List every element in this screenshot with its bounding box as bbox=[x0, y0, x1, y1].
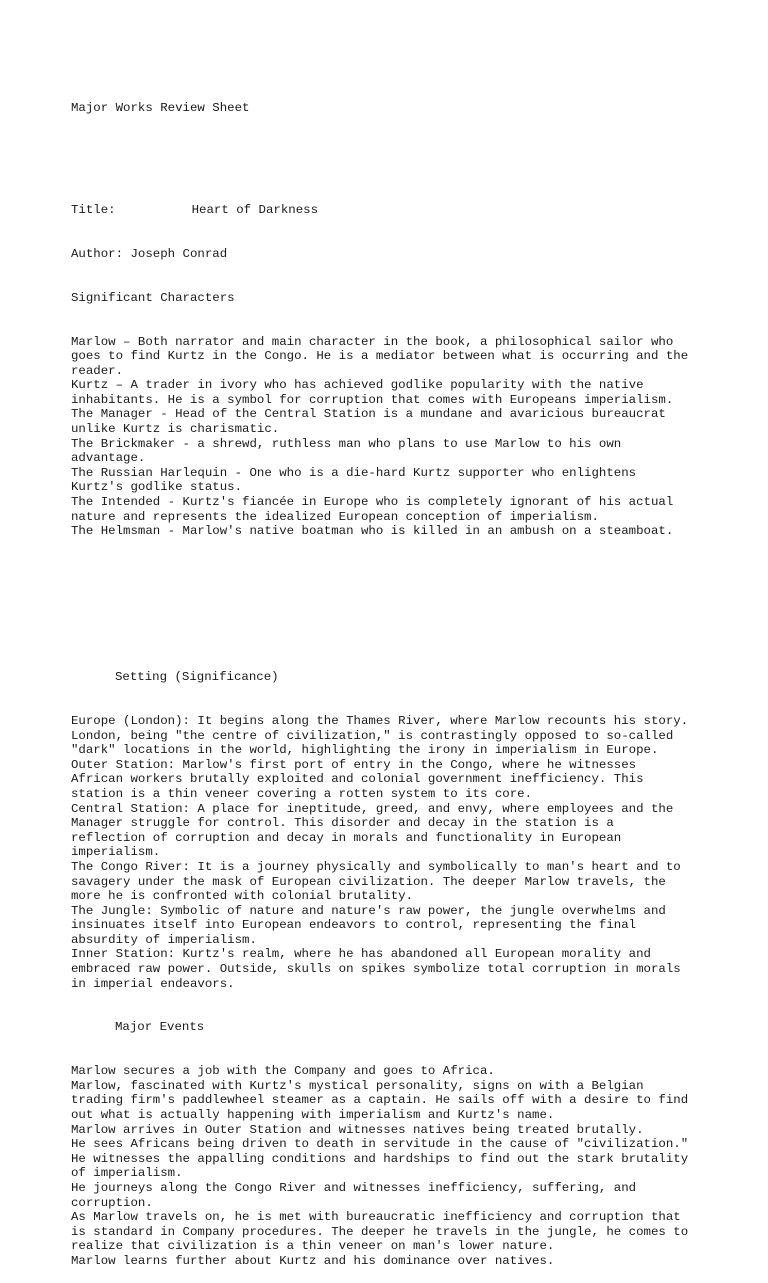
setting-list bbox=[71, 714, 711, 991]
event-line: realize that civilization is a thin veneer on man's lower nature. bbox=[71, 1239, 555, 1254]
event-line: Marlow learns further about Kurtz and his dominance over natives. bbox=[71, 1253, 555, 1268]
setting-line: Europe (London): It begins along the Thames River, where Marlow recounts his story. bbox=[71, 713, 689, 728]
title-line bbox=[71, 203, 711, 218]
author-line: Author: Joseph Conrad bbox=[71, 246, 228, 261]
setting-line: African workers brutally exploited and colonial government inefficiency. This bbox=[71, 772, 644, 787]
event-line: is standard in Company procedures. The deeper he travels in the jungle, he comes to bbox=[71, 1224, 689, 1239]
title-value: Heart of Darkness bbox=[191, 203, 319, 218]
character-line: nature and represents the idealized European conception of imperialism. bbox=[71, 509, 599, 524]
event-line: trading firm's paddlewheel steamer as a captain. He sails off with a desire to find bbox=[71, 1093, 689, 1108]
character-line: unlike Kurtz is charismatic. bbox=[71, 422, 280, 437]
event-line: As Marlow travels on, he is met with bureaucratic inefficiency and corruption that bbox=[71, 1210, 681, 1225]
setting-line: absurdity of imperialism. bbox=[71, 932, 257, 947]
event-line: Marlow arrives in Outer Station and witnesses natives being treated brutally. bbox=[71, 1122, 644, 1137]
event-line: He journeys along the Congo River and witnesses inefficiency, suffering, and bbox=[71, 1180, 637, 1195]
event-line: corruption. bbox=[71, 1195, 153, 1210]
spacer bbox=[71, 145, 711, 174]
setting-line: The Jungle: Symbolic of nature and nature's raw power, the jungle overwhelms and bbox=[71, 903, 666, 918]
setting-line: "dark" locations in the world, highlighting the irony in imperialism in Europe. bbox=[71, 743, 659, 758]
title-label: Title: bbox=[71, 203, 116, 218]
character-line: The Brickmaker - a shrewd, ruthless man who plans to use Marlow to his own bbox=[71, 436, 622, 451]
setting-line: The Congo River: It is a journey physically and symbolically to man's heart and to bbox=[71, 859, 681, 874]
event-line: out what is actually happening with imperialism and Kurtz's name. bbox=[71, 1108, 555, 1122]
character-line: Kurtz's godlike status. bbox=[71, 480, 243, 495]
character-line: Kurtz – A trader in ivory who has achieved godlike popularity with the native bbox=[71, 378, 644, 393]
character-line: goes to find Kurtz in the Congo. He is a mediator between what is occurring and the bbox=[71, 349, 689, 364]
characters-list bbox=[71, 335, 711, 539]
setting-line: London, being "the centre of civilization," is contrastingly opposed to so-called bbox=[71, 728, 674, 743]
characters-heading: Significant Characters bbox=[71, 290, 235, 305]
event-line: He sees Africans being driven to death in servitude in the cause of "civilization." bbox=[71, 1137, 689, 1152]
event-line: Marlow, fascinated with Kurtz's mystical personality, signs on with a Belgian bbox=[71, 1078, 644, 1093]
document-heading: Major Works Review Sheet bbox=[71, 101, 250, 116]
character-line: inhabitants. He is a symbol for corruption that comes with Europeans imperialism. bbox=[71, 392, 674, 407]
setting-line: savagery under the mask of European civilization. The deeper Marlow travels, the bbox=[71, 874, 666, 889]
character-line: advantage. bbox=[71, 451, 146, 466]
events-heading: Major Events bbox=[115, 1020, 205, 1035]
character-line: The Helmsman - Marlow's native boatman who is killed in an ambush on a steamboat. bbox=[71, 524, 674, 539]
character-line: The Russian Harlequin - One who is a die-hard Kurtz supporter who enlightens bbox=[71, 465, 637, 480]
setting-line: Outer Station: Marlow's first port of entry in the Congo, where he witnesses bbox=[71, 757, 637, 772]
setting-line: Central Station: A place for ineptitude, greed, and envy, where employees and the bbox=[71, 801, 674, 816]
setting-line: reflection of corruption and decay in morals and functionality in European bbox=[71, 830, 622, 845]
character-line: The Manager - Head of the Central Station is a mundane and avaricious bureaucrat bbox=[71, 407, 666, 422]
spacer bbox=[71, 568, 711, 641]
setting-line: in imperial endeavors. bbox=[71, 976, 235, 991]
event-line: of imperialism. bbox=[71, 1166, 183, 1181]
character-line: The Intended - Kurtz's fiancée in Europe who is completely ignorant of his actual bbox=[71, 495, 674, 510]
events-list bbox=[71, 1064, 711, 1268]
setting-heading: Setting (Significance) bbox=[115, 670, 279, 685]
document-page bbox=[71, 72, 711, 1283]
setting-line: imperialism. bbox=[71, 845, 161, 860]
setting-line: Inner Station: Kurtz's realm, where he has abandoned all European morality and bbox=[71, 947, 651, 962]
event-line: He witnesses the appalling conditions and hardships to find out the stark brutality bbox=[71, 1151, 689, 1166]
event-line: Marlow secures a job with the Company and goes to Africa. bbox=[71, 1064, 495, 1079]
character-line: reader. bbox=[71, 363, 124, 378]
setting-line: embraced raw power. Outside, skulls on spikes symbolize total corruption in morals bbox=[71, 962, 681, 977]
setting-line: station is a thin veneer covering a rotten system to its core. bbox=[71, 786, 533, 801]
setting-line: insinuates itself into European endeavors to control, representing the final bbox=[71, 918, 637, 933]
setting-line: more he is confronted with colonial brutality. bbox=[71, 889, 414, 904]
character-line: Marlow – Both narrator and main character in the book, a philosophical sailor who bbox=[71, 334, 674, 349]
setting-line: Manager struggle for control. This disorder and decay in the station is a bbox=[71, 816, 614, 831]
